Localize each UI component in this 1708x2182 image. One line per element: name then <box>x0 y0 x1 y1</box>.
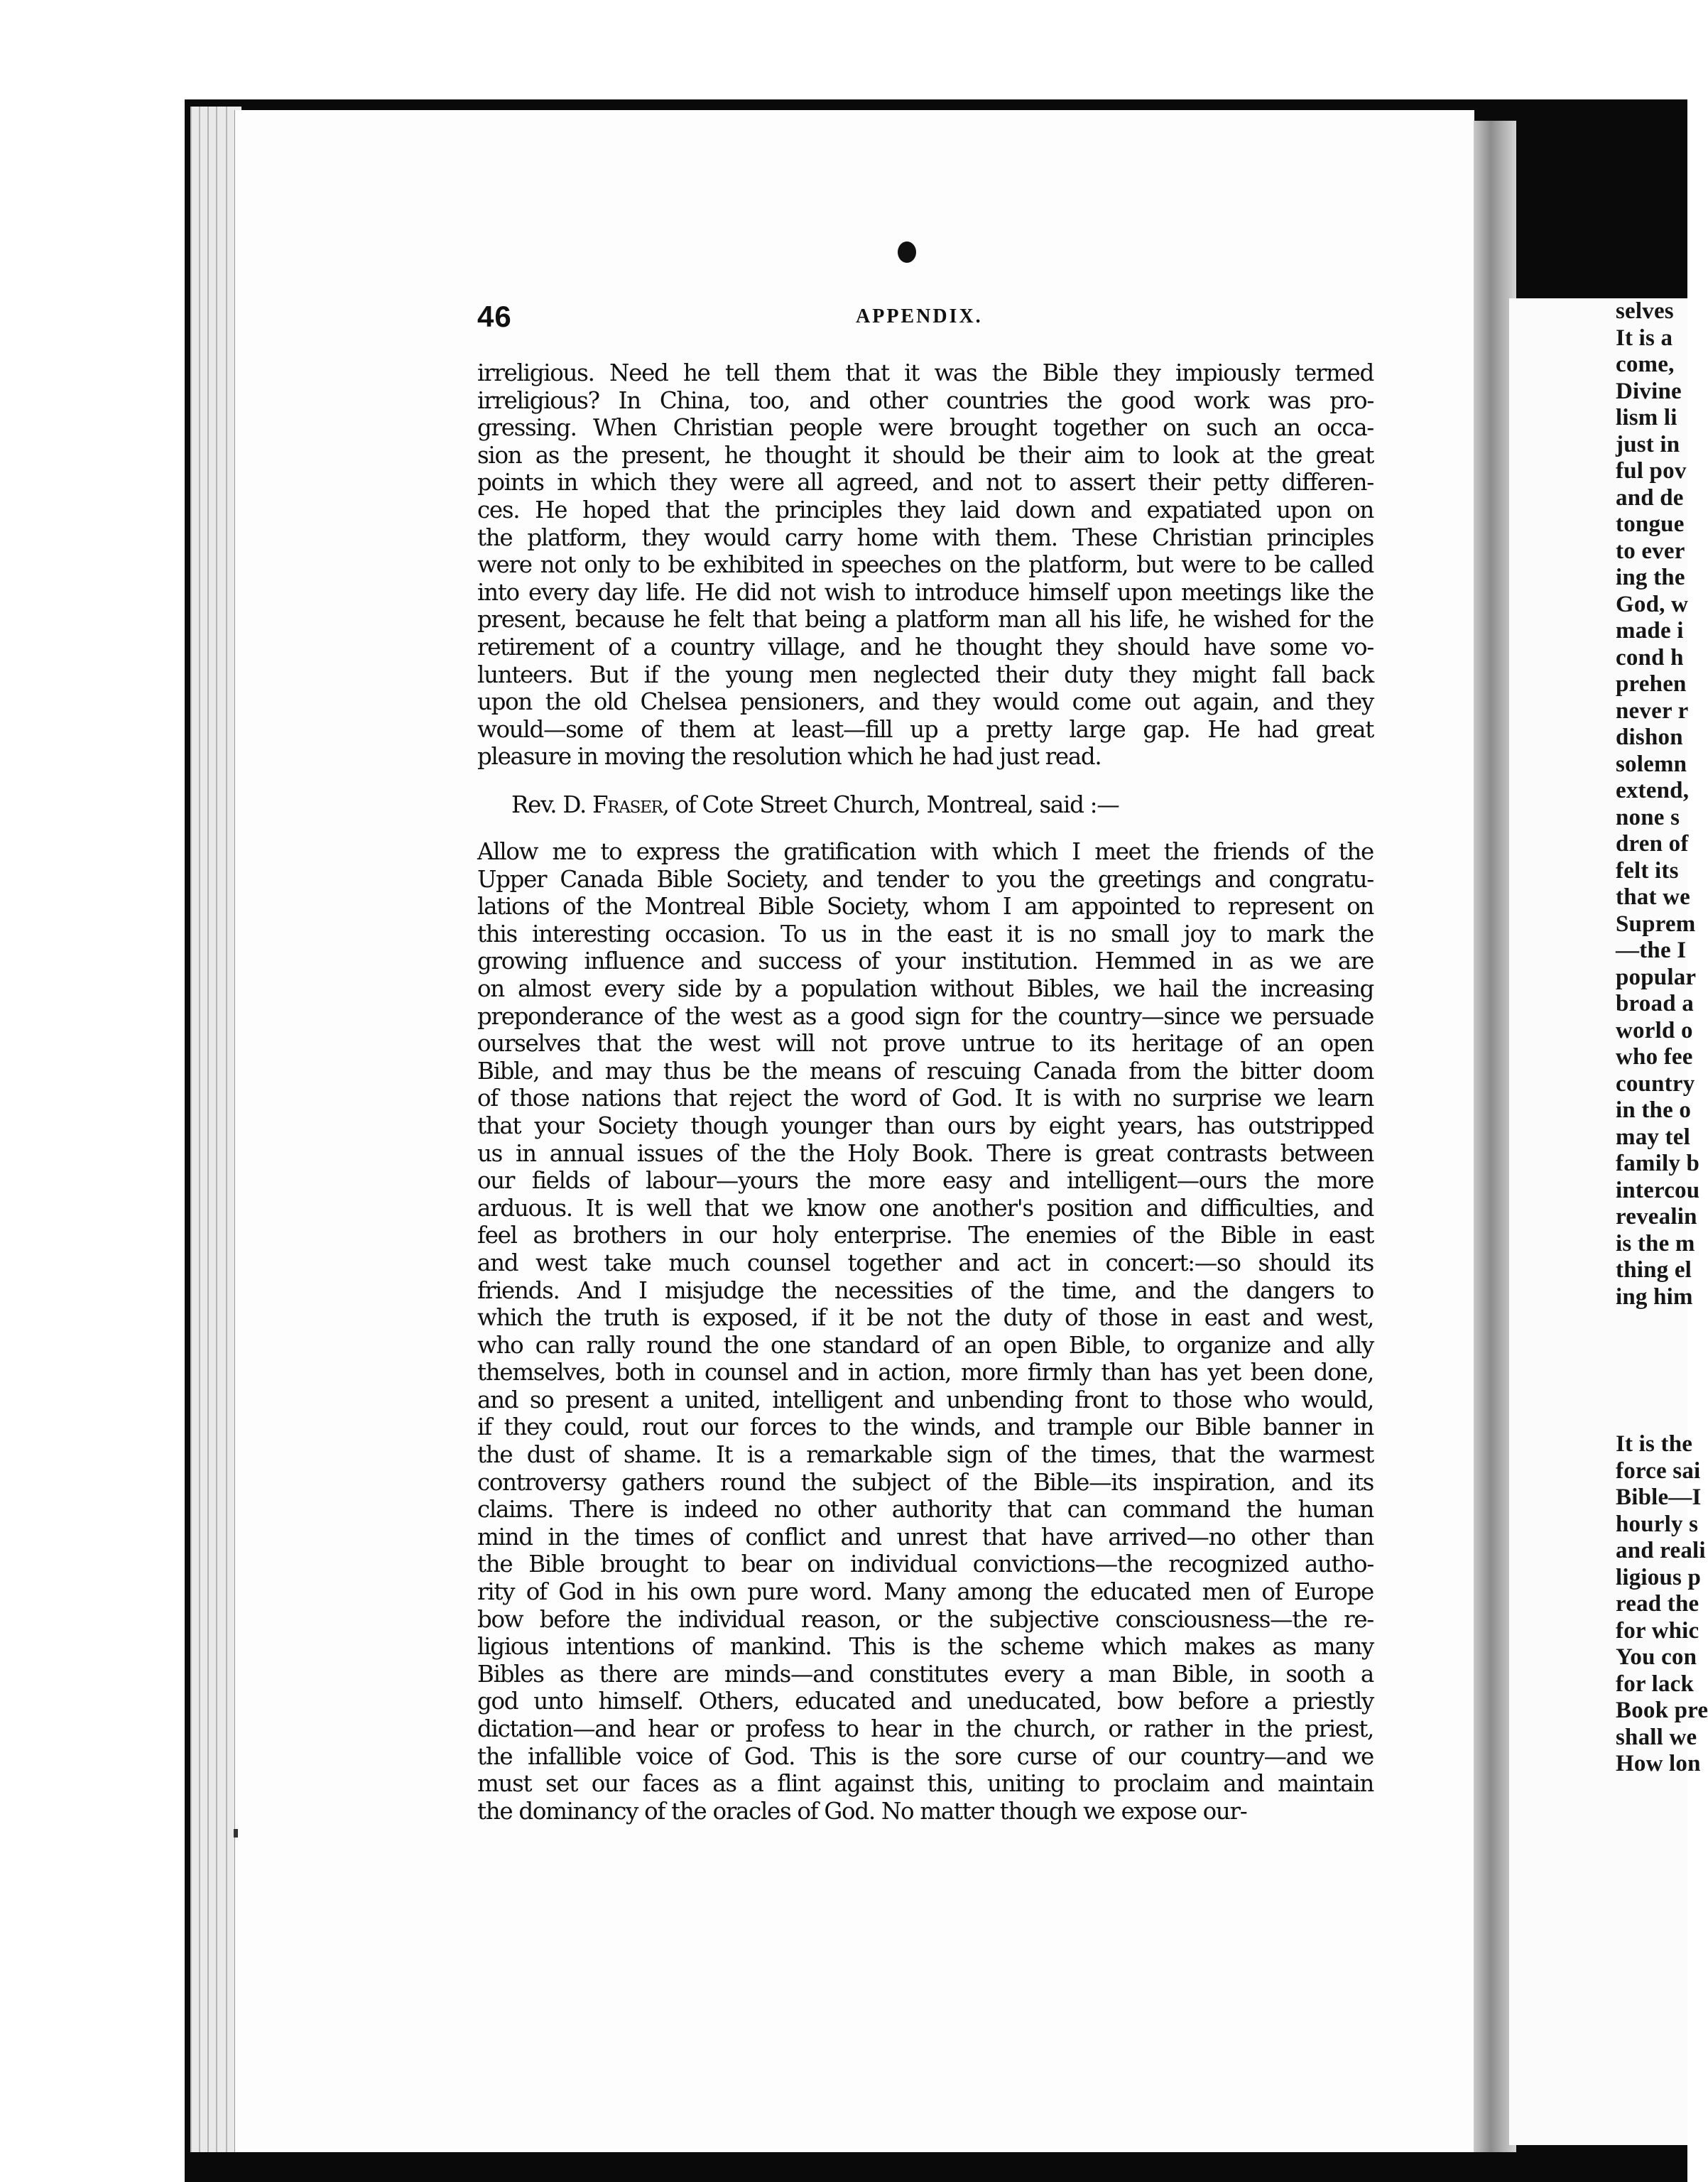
speaker-prefix: Rev. D. <box>511 791 593 818</box>
text-line: arduous. It is well that we know one another's position and difficulties, and <box>477 1194 1374 1222</box>
facing-page-line: Book pre <box>1616 1698 1708 1723</box>
facing-page-line: hourly s <box>1616 1511 1699 1537</box>
facing-page-block-2 <box>1509 1431 1708 1778</box>
paragraph-1 <box>477 359 1374 771</box>
text-line: ligious intentions of mankind. This is the scheme which makes as many <box>477 1633 1374 1661</box>
facing-page-line: to ever <box>1616 538 1685 564</box>
facing-page-line: Suprem <box>1616 911 1696 937</box>
text-line: of those nations that reject the word of God. It is with no surprise we learn <box>477 1085 1374 1112</box>
facing-page-line: world o <box>1616 1017 1693 1043</box>
facing-page-line: How lon <box>1616 1751 1701 1776</box>
text-line: Allow me to express the gratification with which I meet the friends of the <box>477 838 1374 865</box>
facing-page-line: lism li <box>1616 405 1677 430</box>
text-line: gressing. When Christian people were brought together on such an occa- <box>477 414 1374 442</box>
facing-page-line: none s <box>1616 804 1680 830</box>
text-line: bow before the individual reason, or the subjective consciousness—the re- <box>477 1605 1374 1633</box>
facing-page-line: for whic <box>1616 1617 1699 1644</box>
text-line: the dust of shame. It is a remarkable sign of the times, that the warmest <box>477 1441 1374 1469</box>
facing-page-line: may tel <box>1616 1124 1690 1150</box>
text-line: present, because he felt that being a platform man all his life, he wished for the <box>477 606 1374 634</box>
text-line: sion as the present, he thought it should be their aim to look at the great <box>477 441 1374 469</box>
ink-blot <box>898 241 916 263</box>
facing-page-line: who fee <box>1616 1044 1693 1070</box>
text-line: claims. There is indeed no other authority that can command the human <box>477 1496 1374 1524</box>
facing-page-line: ing him <box>1616 1283 1693 1310</box>
text-line: irreligious. Need he tell them that it was the Bible they impiously termed <box>477 359 1374 386</box>
text-line: would—some of them at least—fill up a pretty large gap. He had great <box>477 715 1374 743</box>
facing-page-line: broad a <box>1616 991 1694 1016</box>
facing-page-line: selves <box>1616 298 1674 324</box>
text-line: irreligious? In China, too, and other countries the good work was pro- <box>477 386 1374 414</box>
facing-page-line: is the m <box>1616 1230 1695 1256</box>
facing-page-line: revealin <box>1616 1204 1697 1230</box>
facing-page-line: dishon <box>1616 724 1683 750</box>
facing-page-line: —the I <box>1616 938 1687 963</box>
speaker-line <box>511 791 1119 818</box>
facing-page-line: cond h <box>1616 644 1684 671</box>
text-line: Upper Canada Bible Society, and tender to you the greetings and congratu- <box>477 865 1374 893</box>
facing-page-line: ligious p <box>1616 1564 1702 1590</box>
facing-page-line: God, w <box>1616 591 1689 617</box>
facing-page-line: force sai <box>1616 1458 1701 1484</box>
facing-page-line: ful pov <box>1616 458 1687 484</box>
text-line: which the truth is exposed, if it be not the duty of those in east and west, <box>477 1304 1374 1332</box>
text-line: rity of God in his own pure word. Many among the educated men of Europe <box>477 1578 1374 1606</box>
facing-page-line: extend, <box>1616 778 1690 803</box>
text-line: us in annual issues of the the Holy Book. There is great contrasts between <box>477 1139 1374 1167</box>
facing-page-line: popular <box>1616 964 1697 990</box>
text-line: pleasure in moving the resolution which he had just read. <box>477 743 1102 771</box>
text-line: the Bible brought to bear on individual convictions—the recognized autho- <box>477 1551 1374 1578</box>
text-line: the platform, they would carry home with them. These Christian principles <box>477 523 1374 551</box>
text-line: points in which they were all agreed, and not to assert their petty differen- <box>477 469 1374 496</box>
text-line: into every day life. He did not wish to introduce himself upon meetings like the <box>477 578 1374 606</box>
text-line: that your Society though younger than ours by eight years, has outstripped <box>477 1112 1374 1139</box>
facing-page-line: Divine <box>1616 378 1682 404</box>
facing-page <box>1509 298 1708 2145</box>
text-line: friends. And I misjudge the necessities of the time, and the dangers to <box>477 1276 1374 1304</box>
text-line: on almost every side by a population without Bibles, we hail the increasing <box>477 975 1374 1002</box>
text-line: who can rally round the one standard of an open Bible, to organize and ally <box>477 1331 1374 1359</box>
facing-page-line: just in <box>1616 431 1680 457</box>
text-line: lations of the Montreal Bible Society, whom I am appointed to represent on <box>477 893 1374 921</box>
facing-page-line: that we <box>1616 884 1690 910</box>
facing-page-line: It is the <box>1616 1431 1693 1457</box>
text-line: and west take much counsel together and act in concert:—so should its <box>477 1249 1374 1276</box>
text-line: dictation—and hear or profess to hear in the church, or rather in the priest, <box>477 1715 1374 1742</box>
facing-page-line: and reali <box>1616 1538 1706 1563</box>
text-line: were not only to be exhibited in speeches on the platform, but were to be called <box>477 551 1374 579</box>
facing-page-line: felt its <box>1616 857 1679 884</box>
text-line: the dominancy of the oracles of God. No matter though we expose our- <box>477 1797 1247 1825</box>
facing-page-line: solemn <box>1616 751 1687 777</box>
speaker-name: Fraser <box>592 791 663 818</box>
text-line: ces. He hoped that the principles they laid down and expatiated upon on <box>477 496 1374 523</box>
facing-page-line: ing the <box>1616 565 1685 590</box>
facing-page-block-1 <box>1509 298 1700 1310</box>
facing-page-line: It is a <box>1616 325 1673 351</box>
text-line: god unto himself. Others, educated and uneducated, bow before a priestly <box>477 1688 1374 1715</box>
text-line: lunteers. But if the young men neglected their duty they might fall back <box>477 661 1374 688</box>
text-line: preponderance of the west as a good sign for the country—since we persuade <box>477 1002 1374 1030</box>
text-line: mind in the times of conflict and unrest that have arrived—no other than <box>477 1523 1374 1551</box>
facing-page-line: made i <box>1616 618 1684 644</box>
facing-page-line: never r <box>1616 698 1689 724</box>
text-line: this interesting occasion. To us in the east it is no small joy to mark the <box>477 920 1374 948</box>
text-line: upon the old Chelsea pensioners, and they would come out again, and they <box>477 688 1374 716</box>
text-line: growing influence and success of your institution. Hemmed in as we are <box>477 948 1374 975</box>
text-line: retirement of a country village, and he thought they should have some vo- <box>477 633 1374 661</box>
text-line: must set our faces as a flint against this, uniting to proclaim and maintain <box>477 1770 1374 1798</box>
text-line: Bible, and may thus be the means of rescuing Canada from the bitter doom <box>477 1057 1374 1085</box>
facing-page-line: prehen <box>1616 671 1687 697</box>
facing-page-line: for lack <box>1616 1671 1695 1697</box>
text-line: Bibles as there are minds—and constitutes every a man Bible, in sooth a <box>477 1660 1374 1688</box>
facing-page-line: You con <box>1616 1644 1697 1670</box>
margin-mark <box>234 1829 238 1838</box>
text-line: our fields of labour—yours the more easy and intelligent—ours the more <box>477 1167 1374 1195</box>
facing-page-line: family b <box>1616 1151 1700 1176</box>
facing-page-line: shall we <box>1616 1724 1697 1750</box>
text-line: and so present a united, intelligent and unbending front to those who would, <box>477 1386 1374 1413</box>
text-line: feel as brothers in our holy enterprise. The enemies of the Bible in east <box>477 1222 1374 1249</box>
speaker-suffix: , of Cote Street Church, Montreal, said :— <box>662 791 1119 818</box>
text-line: if they could, rout our forces to the winds, and trample our Bible banner in <box>477 1413 1374 1441</box>
facing-page-line: intercou <box>1616 1177 1700 1203</box>
page-number: 46 <box>477 300 512 333</box>
paragraph-2 <box>477 838 1374 1825</box>
facing-page-line: come, <box>1616 352 1675 377</box>
text-line: themselves, both in counsel and in action, more firmly than has yet been done, <box>477 1359 1374 1386</box>
facing-page-line: tongue <box>1616 511 1685 537</box>
facing-page-line: and de <box>1616 484 1684 511</box>
facing-page-line: in the o <box>1616 1097 1692 1123</box>
facing-page-line: country <box>1616 1070 1695 1097</box>
text-line: ourselves that the west will not prove untrue to its heritage of an open <box>477 1030 1374 1058</box>
running-title: APPENDIX. <box>856 305 983 327</box>
facing-page-line: thing el <box>1616 1257 1692 1283</box>
facing-page-line: dren of <box>1616 831 1689 857</box>
text-line: controversy gathers round the subject of the Bible—its inspiration, and its <box>477 1468 1374 1496</box>
facing-page-line: read the <box>1616 1591 1699 1617</box>
text-line: the infallible voice of God. This is the sore curse of our country—and we <box>477 1742 1374 1770</box>
facing-page-line: Bible—I <box>1616 1484 1702 1510</box>
